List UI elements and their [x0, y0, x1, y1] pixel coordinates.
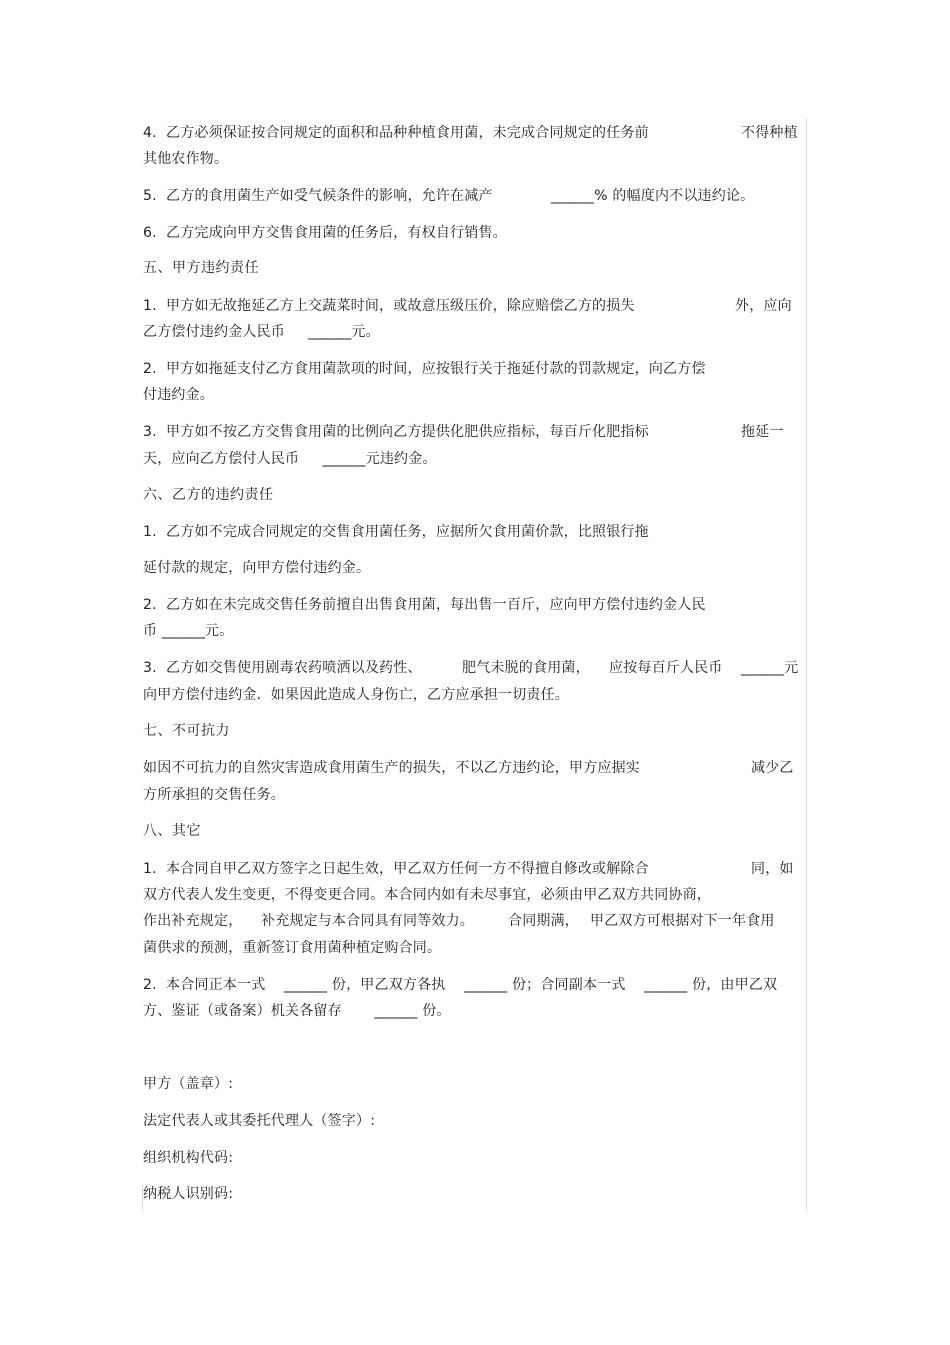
clause-4-line-2: 其他农作物。	[143, 151, 229, 167]
legal-representative-signature-label: 法定代表人或其委托代理人（签字）:	[143, 1113, 376, 1129]
section-five-clause-1-line-1-end: 外，应向	[735, 298, 792, 314]
section-eight-clause-1-line-3-b: 补充规定与本合同具有同等效力。	[261, 913, 474, 929]
clause-6: 6. 乙方完成向甲方交售食用菌的任务后，有权自行销售。	[143, 225, 507, 241]
clause-5-line-1: 5. 乙方的食用菌生产如受气候条件的影响，允许在减产	[143, 188, 493, 204]
section-six-clause-3-line-1-d: ______元	[741, 660, 799, 676]
section-five-clause-2-line-2: 付违约金。	[143, 387, 214, 403]
section-eight-clause-1-line-3-a: 作出补充规定，	[143, 913, 243, 929]
section-six-heading: 六、乙方的违约责任	[143, 487, 274, 503]
section-five-clause-3-line-1: 3. 甲方如不按乙方交售食用菌的比例向乙方提供化肥供应指标，每百斤化肥指标	[143, 424, 649, 440]
section-six-clause-3-line-1-b: 肥气未脱的食用菌，	[462, 660, 590, 676]
party-a-seal-label: 甲方（盖章）:	[143, 1076, 234, 1092]
section-six-clause-3-line-2: 向甲方偿付违约金．如果因此造成人身伤亡，乙方应承担一切责任。	[143, 687, 569, 703]
section-seven-body-line-2: 方所承担的交售任务。	[143, 787, 285, 803]
section-seven-body-line-1: 如因不可抗力的自然灾害造成食用菌生产的损失，不以乙方违约论，甲方应据实	[143, 760, 640, 776]
section-five-clause-1-line-1: 1. 甲方如无故拖延乙方上交蔬菜时间，或故意压级压价，除应赔偿乙方的损失	[143, 298, 635, 314]
section-eight-clause-1-line-1: 1. 本合同自甲乙双方签字之日起生效，甲乙双方任何一方不得擅自修改或解除合	[143, 861, 649, 877]
taxpayer-id-label: 纳税人识别码:	[143, 1186, 234, 1202]
section-seven-body-line-1-end: 减少乙	[751, 760, 794, 776]
section-five-heading: 五、甲方违约责任	[143, 260, 259, 276]
section-five-clause-1-line-2: 乙方偿付违约金人民币 ______元。	[143, 324, 380, 340]
section-six-clause-2-line-2: 币 ______元。	[143, 623, 234, 639]
section-eight-clause-1-line-1-end: 同，如	[751, 861, 794, 877]
section-eight-clause-1-line-3-d: 甲乙双方可根据对下一年食用	[590, 913, 775, 929]
section-seven-heading: 七、不可抗力	[143, 723, 230, 739]
section-six-clause-1-line-1: 1. 乙方如不完成合同规定的交售食用菌任务，应据所欠食用菌价款，比照银行拖	[143, 524, 649, 540]
section-eight-heading: 八、其它	[143, 823, 201, 839]
section-eight-clause-1-line-4: 菌供求的预测，重新签订食用菌种植定购合同。	[143, 940, 442, 956]
clause-4-line-1: 4. 乙方必须保证按合同规定的面积和品种种植食用菌，未完成合同规定的任务前	[143, 125, 649, 141]
clause-4-line-1-end: 不得种植	[741, 125, 798, 141]
section-eight-clause-2-line-2: 方、鉴证（或备案）机关各留存 ______ 份。	[143, 1003, 451, 1019]
section-five-clause-2-line-1: 2. 甲方如拖延支付乙方食用菌款项的时间，应按银行关于拖延付款的罚款规定，向乙方偿	[143, 361, 706, 377]
section-six-clause-2-line-1: 2. 乙方如在未完成交售任务前擅自出售食用菌，每出售一百斤，应向甲方偿付违约金人民	[143, 597, 706, 613]
clause-5-line-1-end: ______% 的幅度内不以违约论。	[551, 188, 755, 204]
section-eight-clause-1-line-2: 双方代表人发生变更，不得变更合同。本合同内如有未尽事宜，必须由甲乙双方共同协商，	[143, 887, 711, 903]
page-frame-right-border	[806, 118, 807, 1211]
section-five-clause-3-line-1-end: 拖延一	[741, 424, 784, 440]
section-six-clause-1-line-2: 延付款的规定，向甲方偿付违约金。	[143, 560, 371, 576]
section-five-clause-3-line-2: 天，应向乙方偿付人民币 ______元违约金。	[143, 451, 437, 467]
section-eight-clause-1-line-3-c: 合同期满，	[508, 913, 579, 929]
organization-code-label: 组织机构代码:	[143, 1150, 234, 1166]
section-six-clause-3-line-1-a: 3. 乙方如交售使用剧毒农药喷洒以及药性、	[143, 660, 422, 676]
section-eight-clause-2-line-1: 2. 本合同正本一式 ______ 份，甲乙双方各执 ______ 份；合同副本一式 ______ 份，由甲乙双	[143, 977, 778, 993]
section-six-clause-3-line-1-c: 应按每百斤人民币	[609, 660, 723, 676]
